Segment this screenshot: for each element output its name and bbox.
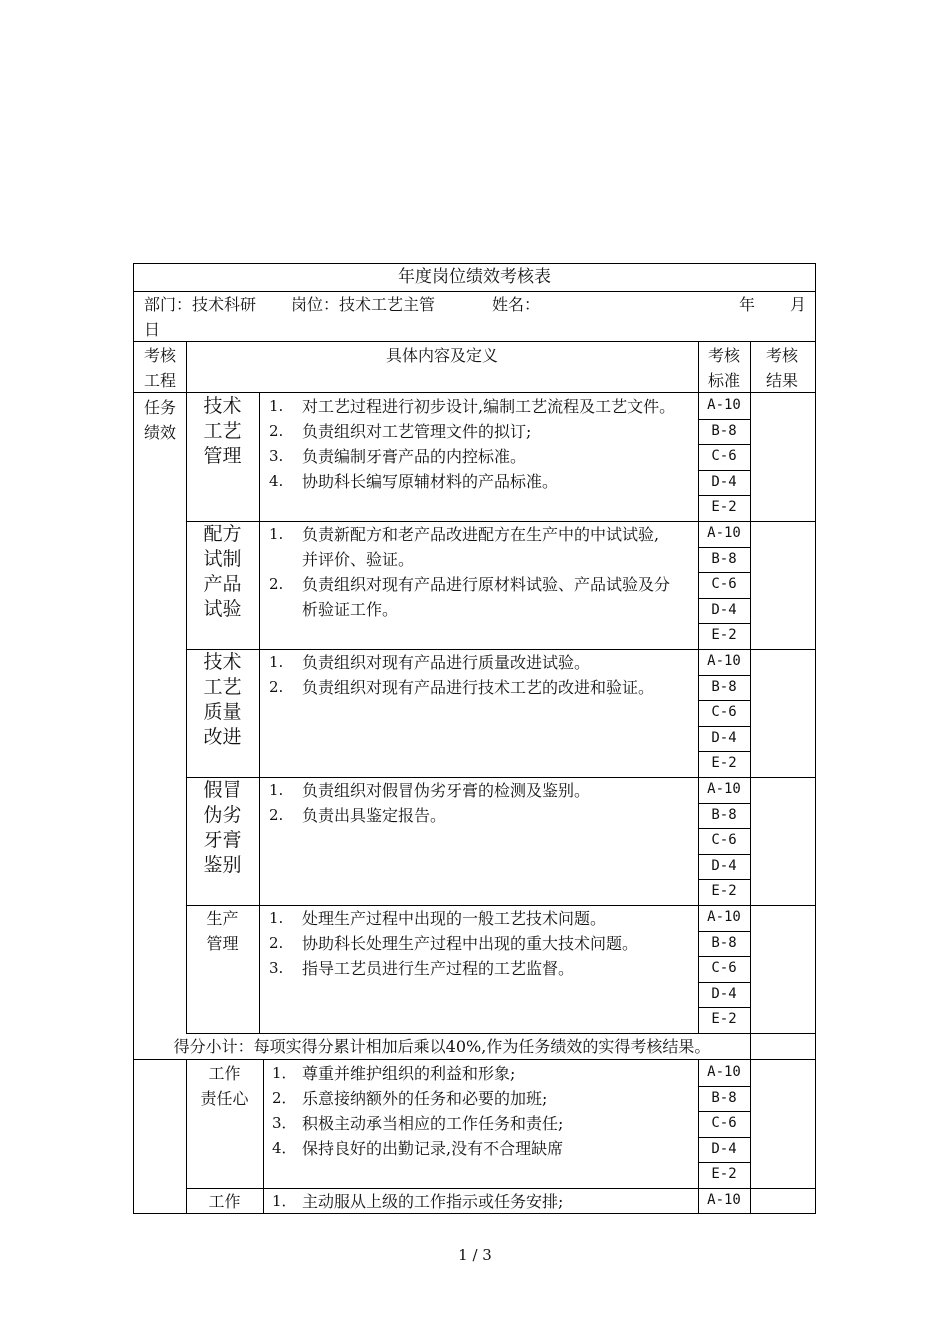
col-rule: [186, 1059, 187, 1213]
item-number: 1.: [269, 781, 284, 799]
grade-rule: [698, 1086, 750, 1087]
section-name: 管理: [203, 445, 242, 467]
section-name: 产品: [203, 573, 242, 595]
grade-standard: E-2: [711, 499, 737, 516]
item-number: 1．: [272, 1192, 297, 1210]
item-text: 负责组织对假冒伪劣牙膏的检测及鉴别。: [302, 781, 591, 800]
section-name: 改进: [203, 726, 242, 748]
grade-rule: [698, 1162, 750, 1163]
col-rule: [698, 1059, 699, 1213]
table-title: 年度岗位绩效考核表: [398, 267, 551, 287]
item-text: 乐意接纳额外的任务和必要的加班;: [302, 1089, 548, 1108]
header-result: 考核: [766, 346, 799, 365]
col-rule: [750, 341, 751, 1033]
col-rule: [259, 393, 260, 1033]
header-result: 结果: [766, 371, 799, 390]
grade-standard: E-2: [711, 755, 737, 772]
grade-rule: [698, 572, 750, 573]
col-rule: [186, 341, 187, 1033]
grade-standard: A-10: [707, 397, 741, 413]
grade-rule: [698, 623, 750, 624]
item-text: 尊重并维护组织的利益和形象;: [302, 1064, 516, 1083]
grade-standard: A-10: [707, 1192, 741, 1208]
item-number: 2.: [269, 806, 284, 824]
item-text: 负责新配方和老产品改进配方在生产中的中试试验,: [302, 525, 660, 544]
item-number: 1.: [269, 525, 284, 543]
section-name: 技术: [203, 651, 242, 673]
item-number: 1．: [272, 1064, 297, 1082]
grade-rule: [698, 803, 750, 804]
header-item: 工程: [144, 371, 177, 390]
grade-standard: E-2: [711, 627, 737, 644]
item-text: 析验证工作。: [302, 600, 399, 619]
grade-rule: [698, 470, 750, 471]
grade-rule: [698, 828, 750, 829]
grade-rule: [698, 1111, 750, 1112]
grade-standard: D-4: [711, 473, 737, 490]
col-rule: [698, 341, 699, 1033]
grade-rule: [698, 879, 750, 880]
section-name: 试制: [203, 548, 242, 570]
item-number: 2.: [269, 422, 284, 440]
grade-standard: D-4: [711, 857, 737, 874]
section-name: 伪劣: [203, 804, 242, 826]
item-text: 指导工艺员进行生产过程的工艺监督。: [302, 959, 575, 978]
grade-rule: [698, 931, 750, 932]
section-name: 技术: [203, 395, 242, 417]
item-text: 负责组织对现有产品进行质量改进试验。: [302, 653, 591, 672]
grade-standard: D-4: [711, 985, 737, 1002]
item-text: 负责出具鉴定报告。: [302, 806, 447, 825]
grade-rule: [698, 547, 750, 548]
grade-standard: A-10: [707, 781, 741, 797]
section-name: 生产: [206, 909, 239, 928]
grade-standard: E-2: [711, 883, 737, 900]
section-name: 试验: [203, 598, 242, 620]
grade-rule: [698, 854, 750, 855]
item-text: 处理生产过程中出现的一般工艺技术问题。: [302, 909, 607, 928]
grade-standard: A-10: [707, 1064, 741, 1080]
item-number: 2．: [272, 1089, 297, 1107]
grade-rule: [698, 598, 750, 599]
header-item: 考核: [144, 346, 177, 365]
item-number: 2.: [269, 934, 284, 952]
item-number: 1.: [269, 397, 284, 415]
grade-rule: [698, 956, 750, 957]
grade-rule: [698, 1137, 750, 1138]
item-text: 负责组织对现有产品进行原材料试验、产品试验及分: [302, 575, 671, 594]
grade-standard: C-6: [711, 960, 737, 977]
section-name: 工作: [208, 1192, 241, 1211]
subtotal-text: 得分小计：每项实得分累计相加后乘以40%,作为任务绩效的实得考核结果。: [173, 1037, 711, 1056]
item-text: 负责编制牙膏产品的内控标准。: [302, 447, 527, 466]
grade-rule: [698, 982, 750, 983]
department-label: 部门：技术科研: [144, 295, 257, 314]
grade-standard: C-6: [711, 448, 737, 465]
day-label: 日: [144, 320, 161, 339]
item-number: 4．: [272, 1139, 297, 1157]
item-number: 2.: [269, 678, 284, 696]
year-label: 年: [739, 295, 756, 314]
section-name: 假冒: [203, 779, 242, 801]
section-name: 牙膏: [203, 829, 242, 851]
grade-standard: C-6: [711, 704, 737, 721]
item-number: 3.: [269, 959, 284, 977]
grade-standard: A-10: [707, 525, 741, 541]
grade-standard: B-8: [711, 934, 737, 951]
item-text: 对工艺过程进行初步设计,编制工艺流程及工艺文件。: [302, 397, 676, 416]
grade-standard: B-8: [711, 422, 737, 439]
section-name: 鉴别: [203, 854, 242, 876]
item-number: 3．: [272, 1114, 297, 1132]
col-rule: [263, 1059, 264, 1213]
grade-standard: A-10: [707, 653, 741, 669]
item-number: 4.: [269, 472, 284, 490]
item-text: 保持良好的出勤记录,没有不合理缺席: [302, 1139, 564, 1158]
grade-rule: [698, 495, 750, 496]
grade-rule: [698, 751, 750, 752]
section-name: 管理: [206, 934, 239, 953]
name-label: 姓名：: [492, 295, 541, 314]
post-label: 岗位：技术工艺主管: [291, 295, 436, 314]
grade-rule: [698, 726, 750, 727]
grade-standard: E-2: [711, 1011, 737, 1028]
item-text: 积极主动承当相应的工作任务和责任;: [302, 1114, 564, 1133]
item-number: 3.: [269, 447, 284, 465]
grade-standard: B-8: [711, 806, 737, 823]
item-text: 并评价、验证。: [302, 550, 415, 569]
item-text: 负责组织对现有产品进行技术工艺的改进和验证。: [302, 678, 655, 697]
item-text: 主动服从上级的工作指示或任务安排;: [302, 1192, 564, 1211]
section-name: 责任心: [200, 1089, 249, 1108]
section-name: 配方: [203, 523, 242, 545]
section-name: 质量: [203, 701, 242, 723]
category-label: 绩效: [144, 423, 177, 442]
grade-rule: [698, 419, 750, 420]
grade-standard: B-8: [711, 550, 737, 567]
item-number: 1.: [269, 909, 284, 927]
item-text: 负责组织对工艺管理文件的拟订;: [302, 422, 532, 441]
grade-standard: C-6: [711, 832, 737, 849]
col-rule: [750, 1059, 751, 1213]
appraisal-table: [133, 263, 816, 1214]
page-number: 1 / 3: [458, 1246, 492, 1264]
grade-standard: D-4: [711, 1140, 737, 1157]
month-label: 月: [790, 295, 807, 314]
section-name: 工作: [208, 1064, 241, 1083]
grade-standard: C-6: [711, 576, 737, 593]
category-label: 任务: [144, 398, 177, 417]
section-name: 工艺: [203, 676, 242, 698]
section-name: 工艺: [203, 420, 242, 442]
item-text: 协助科长编写原辅材料的产品标准。: [302, 472, 559, 491]
grade-standard: C-6: [711, 1115, 737, 1132]
header-content: 具体内容及定义: [385, 346, 498, 365]
grade-standard: D-4: [711, 601, 737, 618]
item-number: 2.: [269, 575, 284, 593]
grade-standard: D-4: [711, 729, 737, 746]
grade-standard: E-2: [711, 1166, 737, 1183]
header-standard: 标准: [708, 371, 741, 390]
item-number: 1.: [269, 653, 284, 671]
info-rule: [134, 341, 815, 342]
grade-rule: [698, 675, 750, 676]
grade-standard: A-10: [707, 909, 741, 925]
header-standard: 考核: [708, 346, 741, 365]
col-rule: [750, 1033, 751, 1059]
grade-rule: [698, 700, 750, 701]
grade-rule: [698, 1007, 750, 1008]
grade-standard: B-8: [711, 1089, 737, 1106]
item-text: 协助科长处理生产过程中出现的重大技术问题。: [302, 934, 639, 953]
grade-rule: [698, 444, 750, 445]
grade-standard: B-8: [711, 678, 737, 695]
